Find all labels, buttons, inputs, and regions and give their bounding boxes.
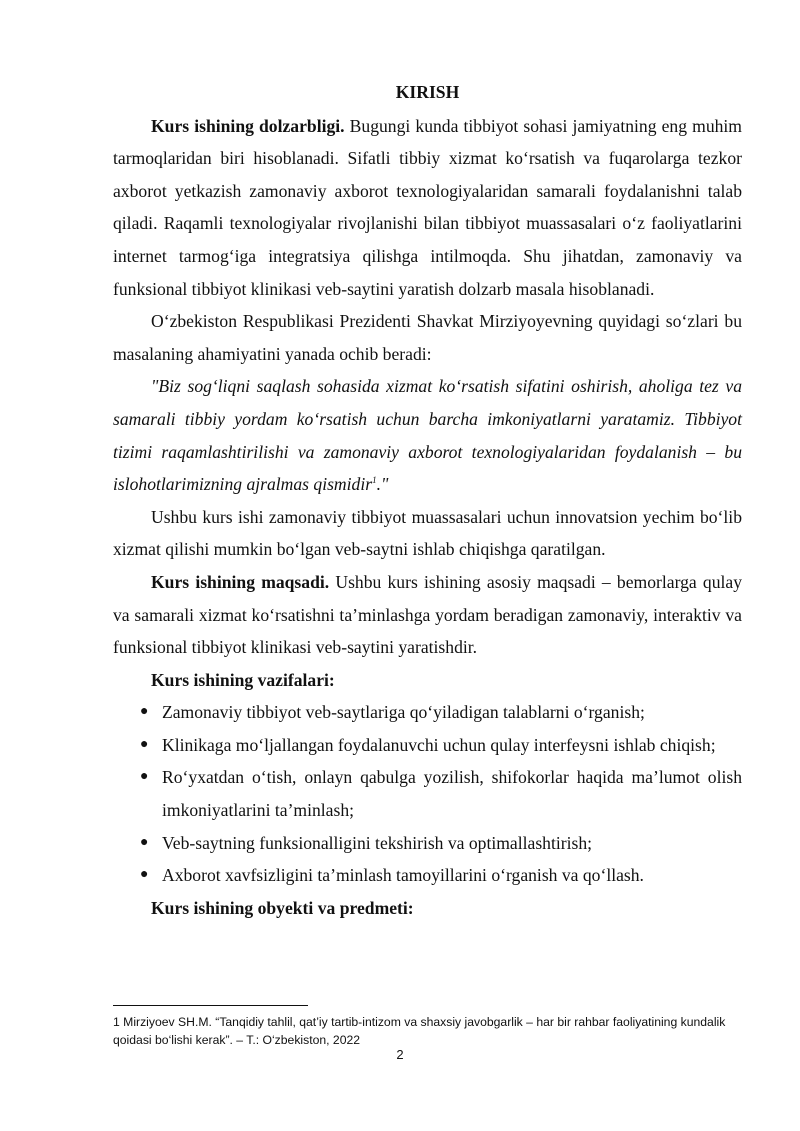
- list-item-text: Zamonaviy tibbiyot veb-saytlariga qo‘yiladigan talablarni o‘rganish;: [162, 702, 645, 723]
- tasks-heading: Kurs ishining vazifalari:: [151, 669, 335, 690]
- bullet-icon: ●: [140, 736, 149, 752]
- list-item-text: Klinikaga mo‘ljallangan foydalanuvchi uchun qulay interfeysni ishlab chiqish;: [162, 734, 716, 755]
- relevance-lead: Kurs ishining dolzarbligi.: [151, 115, 345, 136]
- bullet-icon: ●: [140, 704, 149, 720]
- president-quote: [113, 370, 742, 500]
- list-item-text: Axborot xavfsizligini ta’minlash tamoyillarini o‘rganish va qo‘llash.: [162, 865, 644, 886]
- goal-lead: Kurs ishining maqsadi.: [151, 571, 330, 592]
- list-item-text: Veb-saytning funksionalligini tekshirish va optimallashtirish;: [162, 832, 593, 853]
- footnote-text: Mirziyoev SH.M. “Tanqidiy tahlil, qat’iy tartib-intizom va shaxsiy javobgarlik – har bir rahbar faoliyatining kundalik qoidasi bo‘lishi kerak”. – T.: O‘zbekiston, 2022: [113, 1015, 726, 1047]
- list-item-text: Ro‘yxatdan o‘tish, onlayn qabulga yozilish, shifokorlar haqida ma’lumot olish imkoniyatlarini ta’minlash;: [162, 767, 742, 821]
- quote-text: "Biz sog‘liqni saqlash sohasida xizmat ko‘rsatish sifatini oshirish, aholiga tez va samarali tibbiy yordam ko‘rsatish uchun barcha imkoniyatlarni yaratamiz. Tibbiyot tizimi raqamlashtirilishi va zamonaviy axborot texnologiyalaridan foydalanish – bu islohotlarimizning ajralmas qismidir: [113, 376, 742, 495]
- list-item: [113, 696, 742, 729]
- list-item: [113, 729, 742, 762]
- footnote: [113, 1013, 733, 1049]
- page-content: [113, 76, 742, 924]
- page-title: KIRISH: [395, 82, 460, 102]
- footnote-divider: [113, 1005, 308, 1006]
- footnote-number: 1: [113, 1015, 120, 1029]
- tasks-list: [113, 696, 742, 892]
- bullet-icon: ●: [140, 867, 149, 883]
- list-item: [113, 859, 742, 892]
- list-item: [113, 827, 742, 860]
- relevance-text: Bugungi kunda tibbiyot sohasi jamiyatning eng muhim tarmoqlaridan biri hisoblanadi. Sifatli tibbiy xizmat ko‘rsatish va fuqarolarga tezkor axborot yetkazish zamonaviy axborot texnologiyalaridan samarali foydalanishni talab qiladi. Raqamli texnologiyalar rivojlanishi bilan tibbiyot muassasalari o‘z faoliyatlarini internet tarmog‘iga integratsiya qilishga intilmoqda. Shu jihatdan, zamonaviy va funksional tibbiyot klinikasi veb-saytini yaratish dolzarb masala hisoblanadi.: [113, 115, 742, 299]
- paragraph-president-intro: O‘zbekiston Respublikasi Prezidenti Shavkat Mirziyoyevning quyidagi so‘zlari bu masalaning ahamiyatini yanada ochib beradi:: [113, 311, 742, 364]
- goal-text: Ushbu kurs ishining asosiy maqsadi – bemorlarga qulay va samarali xizmat ko‘rsatishni ta’minlashga yordam beradigan zamonaviy, interaktiv va funksional tibbiyot klinikasi veb-saytini yaratishdir.: [113, 571, 743, 658]
- paragraph-relevance: [113, 110, 742, 306]
- bullet-icon: ●: [140, 769, 149, 785]
- paragraph-purpose-intro: Ushbu kurs ishi zamonaviy tibbiyot muassasalari uchun innovatsion yechim bo‘lib xizmat qilishi mumkin bo‘lgan veb-saytni ishlab chiqishga qaratilgan.: [113, 506, 742, 560]
- footnote-reference[interactable]: 1: [372, 475, 377, 486]
- page-number: 2: [396, 1047, 404, 1062]
- bullet-icon: ●: [140, 834, 149, 850]
- object-heading: Kurs ishining obyekti va predmeti:: [151, 897, 414, 918]
- list-item: [113, 761, 742, 826]
- quote-tail: .": [376, 474, 389, 495]
- paragraph-goal: [113, 566, 742, 664]
